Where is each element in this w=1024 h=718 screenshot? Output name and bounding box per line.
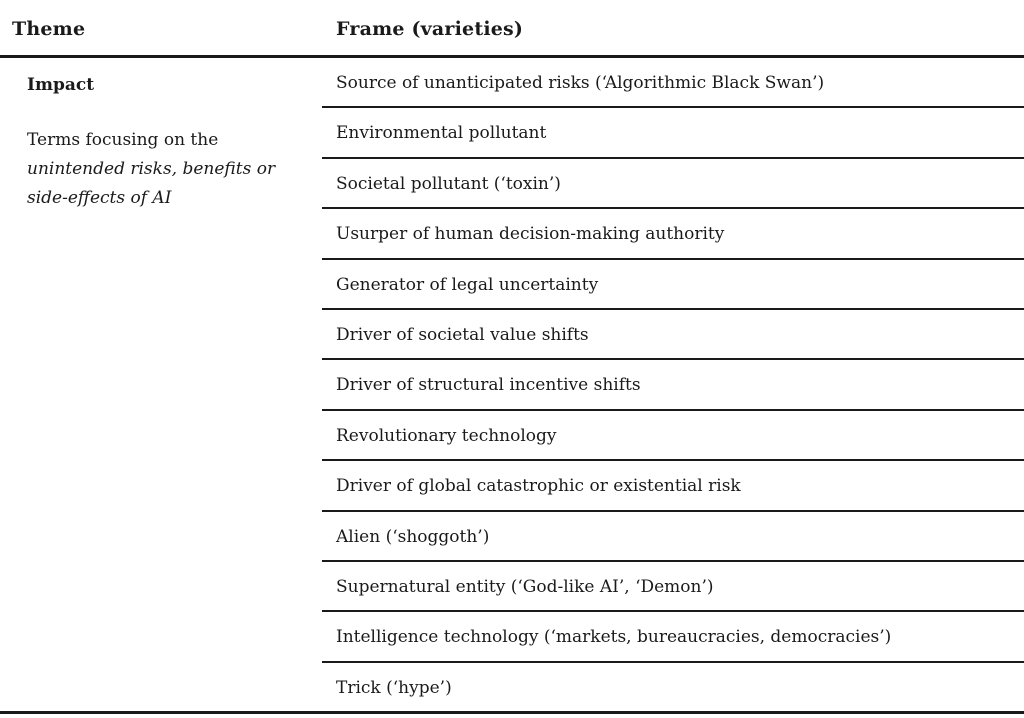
- frame-row: Environmental pollutant: [322, 108, 1024, 158]
- theme-title: Impact: [27, 75, 95, 95]
- table-header: [0, 0, 1024, 58]
- frame-row: Driver of global catastrophic or existential risk: [322, 461, 1024, 511]
- frame-row: Societal pollutant (‘toxin’): [322, 159, 1024, 209]
- theme-description-plain: Terms focusing on the: [27, 130, 219, 150]
- frame-list: [322, 58, 1024, 714]
- frame-column-header: Frame (varieties): [336, 18, 524, 40]
- frame-row: Revolutionary technology: [322, 411, 1024, 461]
- frame-row: Supernatural entity (‘God-like AI’, ‘Demon’): [322, 562, 1024, 612]
- frame-row: Driver of structural incentive shifts: [322, 360, 1024, 410]
- theme-cell: [0, 58, 322, 714]
- frame-row: Source of unanticipated risks (‘Algorithmic Black Swan’): [322, 58, 1024, 108]
- frame-row: Alien (‘shoggoth’): [322, 512, 1024, 562]
- theme-description-italic: unintended risks, benefits or side-effects of AI: [27, 159, 276, 208]
- bottom-rule: [0, 711, 1024, 714]
- theme-column-header: Theme: [12, 18, 86, 40]
- frame-row: Usurper of human decision-making authority: [322, 209, 1024, 259]
- theme-description: [27, 126, 312, 213]
- frame-row: Generator of legal uncertainty: [322, 260, 1024, 310]
- frame-row: Intelligence technology (‘markets, bureaucracies, democracies’): [322, 612, 1024, 662]
- frame-row: Trick (‘hype’): [336, 677, 452, 698]
- frame-row: Driver of societal value shifts: [322, 310, 1024, 360]
